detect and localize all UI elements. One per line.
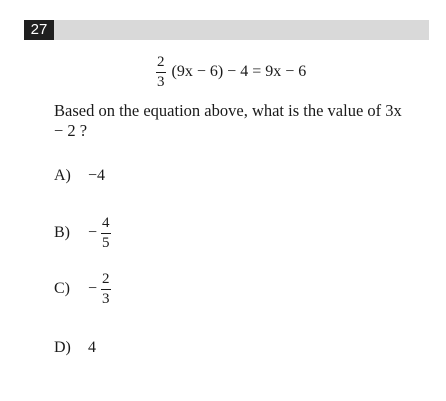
choice-fraction (101, 272, 111, 307)
question-header-bar (24, 20, 429, 40)
choice-b[interactable] (54, 212, 111, 254)
fraction-numerator: 2 (157, 53, 165, 70)
question-number: 27 (24, 20, 54, 40)
choice-value: 4 (88, 339, 96, 356)
negative-sign: − (88, 224, 98, 241)
choice-letter: C) (54, 280, 70, 297)
choice-fraction (101, 216, 111, 251)
choice-letter: A) (54, 167, 71, 184)
equation-fraction (156, 55, 166, 90)
choice-a[interactable] (54, 164, 105, 188)
fraction-denominator: 3 (157, 73, 165, 90)
choice-value (88, 272, 111, 307)
fraction-denominator: 5 (102, 234, 110, 251)
choice-letter: B) (54, 224, 70, 241)
choice-d[interactable] (54, 336, 96, 360)
choice-value: −4 (88, 167, 106, 184)
choice-letter: D) (54, 339, 71, 356)
choice-value (88, 216, 111, 251)
equation-expression: (9x − 6) − 4 = 9x − 6 (171, 63, 307, 80)
fraction-denominator: 3 (102, 290, 110, 307)
equation (156, 52, 306, 92)
fraction-numerator: 2 (102, 270, 110, 287)
question-prompt: Based on the equation above, what is the value of 3x − 2 ? (54, 101, 402, 140)
negative-sign: − (88, 280, 98, 297)
fraction-numerator: 4 (102, 214, 110, 231)
choice-c[interactable] (54, 268, 111, 310)
